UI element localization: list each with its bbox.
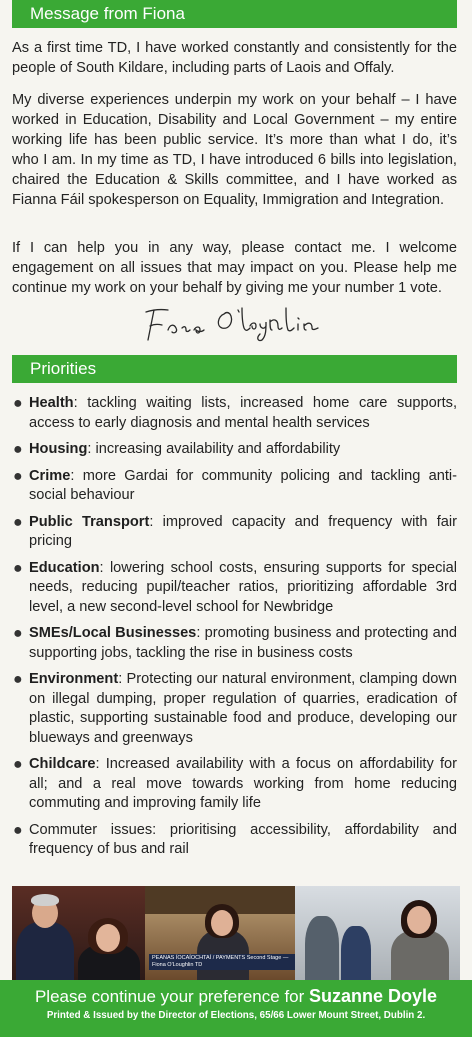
priorities-heading: [12, 355, 457, 383]
bullet-icon: ●: [13, 756, 23, 773]
priority-title: Health: [29, 395, 74, 411]
message-paragraph-3: If I can help you in any way, please contact me. I welcome engagement on all issues that may impact on you. Please help me continue my work on your behalf by giving me your number 1 vote.: [12, 240, 457, 296]
tv-caption: PEANAS ÍOCAÍOCHTAÍ / PAYMENTS Second Stage — Fiona O'Loughlin TD: [149, 954, 295, 970]
priority-separator: :: [87, 441, 92, 457]
priority-item-smes: [12, 624, 457, 663]
priority-separator: :: [95, 756, 100, 772]
priority-text: increasing availability and affordability: [91, 441, 341, 457]
bullet-icon: ●: [13, 625, 23, 642]
signature-image: [138, 300, 338, 346]
priority-title: Housing: [29, 441, 88, 457]
message-paragraph-2: My diverse experiences underpin my work on your behalf – I have worked in Education, Disability and Local Government – my entire working life has been public service. It’s more than what I do, it’s who I am. In my time as TD, I have introduced 6 bills into legislation, chaired the Education & Skills committee, and I have worked as Fianna Fáil spokesperson on Equality, Immigration and Integration.: [12, 92, 457, 208]
priority-separator: :: [70, 467, 75, 484]
priority-text: lowering school costs, ensuring supports for special needs, reducing pupil/teacher ratios, prioritizing affordable 3rd level, a new second-level school for Newbridge: [29, 559, 457, 615]
priority-item-crime: [12, 467, 457, 506]
bystander: [305, 916, 339, 980]
priorities-list: [12, 394, 457, 867]
priorities-heading-label: Priorities: [30, 359, 97, 378]
bullet-icon: ●: [13, 395, 23, 412]
priority-text: Commuter issues: prioritising accessibility, affordability and frequency of bus and rail: [29, 821, 457, 857]
person-head: [211, 910, 233, 936]
person-hair: [31, 894, 59, 906]
priority-text: improved capacity and frequency with fair pricing: [29, 513, 457, 549]
bullet-icon: ●: [13, 513, 23, 531]
priority-separator: :: [196, 625, 201, 641]
bullet-icon: ●: [13, 671, 23, 688]
bystander: [341, 926, 371, 980]
bullet-icon: ●: [13, 467, 23, 485]
footer-lead-text: Please continue your preference for: [34, 987, 310, 1006]
priority-text: Increased availability with a focus on affordability for all; and a real move towards working from home reducing commuting and improving family life: [29, 756, 457, 811]
priority-item-public-transport: [12, 513, 457, 552]
priority-text: promoting business and protecting and supporting jobs, tackling the rise in business costs: [29, 625, 457, 661]
priority-title: Crime: [29, 467, 71, 484]
person-head: [96, 924, 120, 952]
priority-separator: :: [149, 513, 154, 530]
priority-title: Public Transport: [29, 513, 150, 530]
priority-text: tackling waiting lists, increased home care supports, access to early diagnosis and mental health services: [29, 395, 457, 431]
priority-item-childcare: [12, 755, 457, 814]
photo-dail-chamber: [145, 886, 295, 980]
person-head: [407, 906, 431, 934]
priority-title: SMEs/Local Businesses: [29, 625, 197, 641]
priority-title: Environment: [29, 671, 119, 687]
bullet-icon: ●: [13, 559, 23, 577]
priority-text: Protecting our natural environment, clamping down on illegal dumping, proper regulation of quarries, eradication of plastic, supporting sustainable food and produce, developing our blueways and greenways: [29, 671, 457, 746]
person-suit: [16, 922, 74, 980]
priority-item-environment: [12, 670, 457, 748]
photo-with-party-leader: [12, 886, 145, 980]
priority-title: Childcare: [29, 756, 96, 772]
message-heading-label: Message from Fiona: [30, 4, 185, 23]
bullet-icon: ●: [13, 441, 23, 458]
message-paragraph-1: As a first time TD, I have worked constantly and consistently for the people of South Kildare, including parts of Laois and Offaly.: [12, 40, 457, 76]
photo-strip: [12, 886, 460, 980]
priority-separator: :: [118, 671, 123, 687]
candidate-name: Suzanne Doyle: [309, 986, 438, 1006]
message-heading: [12, 0, 457, 28]
printed-by-notice: Printed & Issued by the Director of Elections, 65/66 Lower Mount Street, Dublin 2.: [46, 1010, 426, 1021]
priority-title: Education: [29, 559, 100, 576]
photo-street: [295, 886, 460, 980]
priority-item-housing: [12, 440, 457, 460]
priority-item-health: [12, 394, 457, 433]
priority-item-education: [12, 559, 457, 618]
bullet-icon: ●: [13, 821, 23, 839]
priority-separator: :: [99, 559, 104, 576]
footer-preference-line: [0, 980, 472, 1008]
footer-banner: [0, 980, 472, 1037]
priority-text: more Gardai for community policing and tackling anti-social behaviour: [29, 467, 457, 503]
priority-separator: :: [73, 395, 78, 411]
priority-item-commuter: [12, 821, 457, 860]
